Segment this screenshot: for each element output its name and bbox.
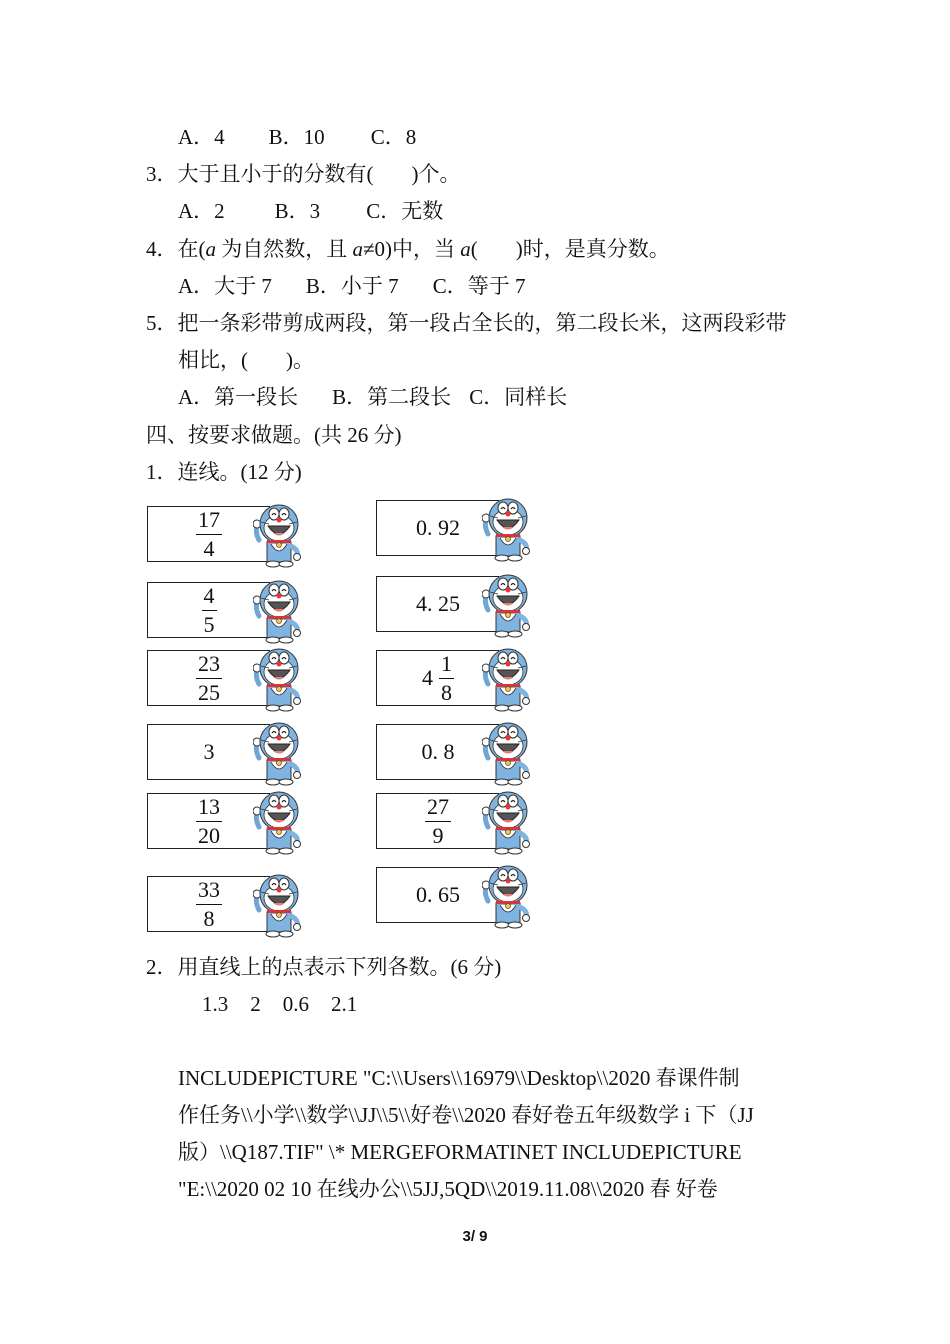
robot-cat-icon [253,872,305,938]
option: C．无数 [366,199,444,223]
matching-heading: 1．连线。(12 分) [146,460,302,484]
field-code-line-3: 版）\\Q187.TIF" \* MERGEFORMATINET INCLUDEPICTURE [178,1140,742,1164]
right-card-5[interactable]: $\frac{27}{9}$ [376,793,532,851]
option: B．小于 7 [305,274,399,298]
number-list: 1.3 2 0.6 2.1 [202,992,358,1016]
right-card-2[interactable]: 4. 25 [376,576,532,634]
option: A．大于 7 [178,274,272,298]
section-title: 四、按要求做题。(共 26 分) [146,423,402,447]
question-5-cont: 相比，( )。 [178,348,314,372]
robot-cat-icon [482,863,534,929]
robot-cat-icon [482,496,534,562]
right-card-6[interactable]: 0. 65 [376,867,532,925]
option: A．第一段长 [178,385,299,409]
number-line-heading: 2．用直线上的点表示下列各数。(6 分) [146,955,502,979]
option: B．10 [268,125,325,149]
page-number: 3/ 9 [462,1228,488,1245]
option: B．第二段长 [332,385,452,409]
left-card-3[interactable]: $\frac{23}{25}$ [147,650,303,708]
robot-cat-icon [253,502,305,568]
field-code-line-2: 作任务\\小学\\数学\\JJ\\5\\好卷\\2020 春好卷五年级数学 i 下（JJ [178,1103,754,1127]
field-code-line-4: "E:\\2020 02 10 在线办公\\5JJ,5QD\\2019.11.08\\2020 春 好卷 [178,1177,718,1201]
robot-cat-icon [253,646,305,712]
option: B．3 [274,199,321,223]
left-card-4[interactable]: 3 [147,724,303,782]
robot-cat-icon [253,789,305,855]
q3-options [178,197,443,225]
left-card-1[interactable]: $\frac{17}{4}$ [147,506,303,564]
question-3: 3．大于且小于的分数有( )个。 [146,162,461,186]
option: A．4 [178,125,225,149]
left-card-6[interactable]: $\frac{33}{8}$ [147,876,303,934]
option: A．2 [178,199,225,223]
option: C．8 [370,125,417,149]
q2-options [178,123,416,151]
question-4: 4．在(a 为自然数，且 a≠0)中，当 a( )时，是真分数。 [146,237,670,261]
option: C．同样长 [469,385,568,409]
robot-cat-icon [482,720,534,786]
robot-cat-icon [253,578,305,644]
field-code-line-1: INCLUDEPICTURE "C:\\Users\\16979\\Desktop\\2020 春课件制 [178,1066,740,1090]
right-card-3[interactable]: 4 $\frac{1}{8}$ [376,650,532,708]
q4-options [178,272,525,300]
left-card-2[interactable]: $\frac{4}{5}$ [147,582,303,640]
robot-cat-icon [253,720,305,786]
q5-options [178,383,567,411]
option: C．等于 7 [432,274,526,298]
robot-cat-icon [482,789,534,855]
question-5: 5．把一条彩带剪成两段，第一段占全长的，第二段长米，这两段彩带 [146,311,787,335]
left-card-5[interactable]: $\frac{13}{20}$ [147,793,303,851]
right-card-4[interactable]: 0. 8 [376,724,532,782]
right-card-1[interactable]: 0. 92 [376,500,532,558]
robot-cat-icon [482,646,534,712]
robot-cat-icon [482,572,534,638]
